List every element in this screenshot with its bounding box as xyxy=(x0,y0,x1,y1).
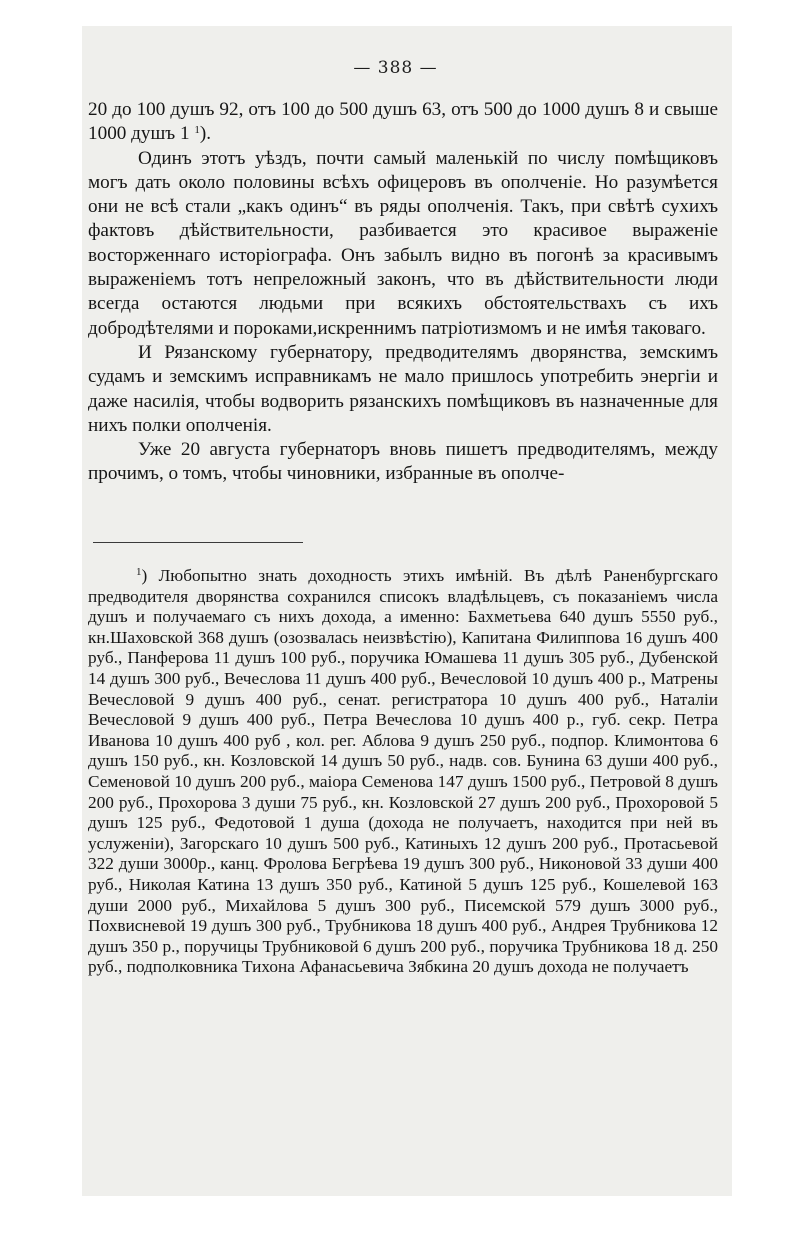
paragraph-1-text: 20 до 100 душъ 92, отъ 100 до 500 душъ 63, отъ 500 до 1000 душъ 8 и свыше 1000 душъ 1 xyxy=(88,99,718,145)
footnote-divider xyxy=(93,542,303,543)
paragraph-4: Уже 20 августа губернаторъ вновь пишетъ предводителямъ, между прочимъ, о томъ, чтобы чиновники, избранные въ ополче- xyxy=(88,439,718,485)
paragraph-3: И Рязанскому губернатору, предводителямъ дворянства, земскимъ судамъ и земскимъ исправникамъ не мало пришлось употребить энергіи и даже насилія, чтобы водворить рязанскихъ помѣщиковъ въ назначенные для нихъ полки ополченія. xyxy=(88,341,718,436)
footnote-reference[interactable]: 1 xyxy=(194,124,200,137)
footnote xyxy=(88,566,718,978)
paragraph-1-closing: ). xyxy=(199,123,212,145)
main-text xyxy=(88,98,718,487)
footnote-text: ) Любопытно знать доходность этихъ имѣній. Въ дѣлѣ Раненбургскаго предводителя дворянства сохранился списокъ владѣльцевъ, съ показаніемъ числа душъ и получаемаго съ нихъ дохода, а именно: Бахметьева 640 душъ 5550 руб., кн.Шаховской 368 душъ (озозвалась неизвѣстію), Капитана Филиппова 16 душъ 400 руб., Панферова 11 душъ 100 руб., поручика Юмашева 11 душъ 305 руб., Дубенской 14 душъ 300 руб., Вечеслова 11 душъ 400 руб., Вечесловой 10 душъ 400 р., Матрены Вечесловой 9 душъ 400 руб., сенат. регистратора 10 душъ 400 руб., Наталіи Вечесловой 9 душъ 400 руб., Петра Вечеслова 10 душъ 400 р., губ. секр. Петра Иванова 10 душъ 400 руб , кол. рег. Аблова 9 душъ 250 руб., подпор. Климонтова 6 душъ 150 руб., кн. Козловской 14 душъ 50 руб., надв. сов. Бунина 63 души 400 руб., Семеновой 10 душъ 200 руб., маіора Семенова 147 душъ 1500 руб., Петровой 8 душъ 200 руб., Прохорова 3 души 75 руб., кн. Козловской 27 душъ 200 руб., Прохоровой 5 душъ 125 руб., Федотовой 1 душа (дохода не получаетъ, находится при ней въ услуженіи), Загорскаго 10 душъ 500 руб., Катиныхъ 12 душъ 200 руб., Протасьевой 322 души 3000р., канц. Фролова Бегрѣева 19 душъ 300 руб., Никоновой 33 души 400 руб., Николая Катина 13 душъ 350 руб., Катиной 5 душъ 125 руб., Кошелевой 163 души 2000 руб., Михайлова 5 душъ 300 руб., Писемской 579 душъ 3000 руб., Похвисневой 19 душъ 300 руб., Трубникова 18 душъ 400 руб., Андрея Трубникова 12 душъ 350 р., поручицы Трубниковой 6 душъ 200 руб., поручика Трубникова 18 д. 250 руб., подполковника Тихона Афанасьевича Зябкина 20 душъ дохода не получаетъ xyxy=(88,566,718,977)
page-number: — 388 — xyxy=(353,58,438,78)
paragraph-2: Одинъ этотъ уѣздъ, почти самый маленькій по числу помѣщиковъ могъ дать около половины всѣхъ офицеровъ въ ополченіе. Но разумѣется они не всѣ стали „какъ одинъ“ въ ряды ополченія. Такъ, при свѣтѣ сухихъ фактовъ дѣйствительности, разбивается это красивое выраженіе восторженнаго исторіографа. Онъ забылъ видно въ погонѣ за красивымъ выраженіемъ тотъ непреложный законъ, что въ дѣйствительности люди всегда остаются людьми при всякихъ обстоятельствахъ съ ихъ добродѣтелями и пороками,искреннимъ патріотизмомъ и не имѣя таковаго. xyxy=(88,147,718,339)
footnote-marker: 1 xyxy=(136,566,142,578)
paragraph-1 xyxy=(88,98,718,147)
footnote-paragraph xyxy=(88,566,718,978)
